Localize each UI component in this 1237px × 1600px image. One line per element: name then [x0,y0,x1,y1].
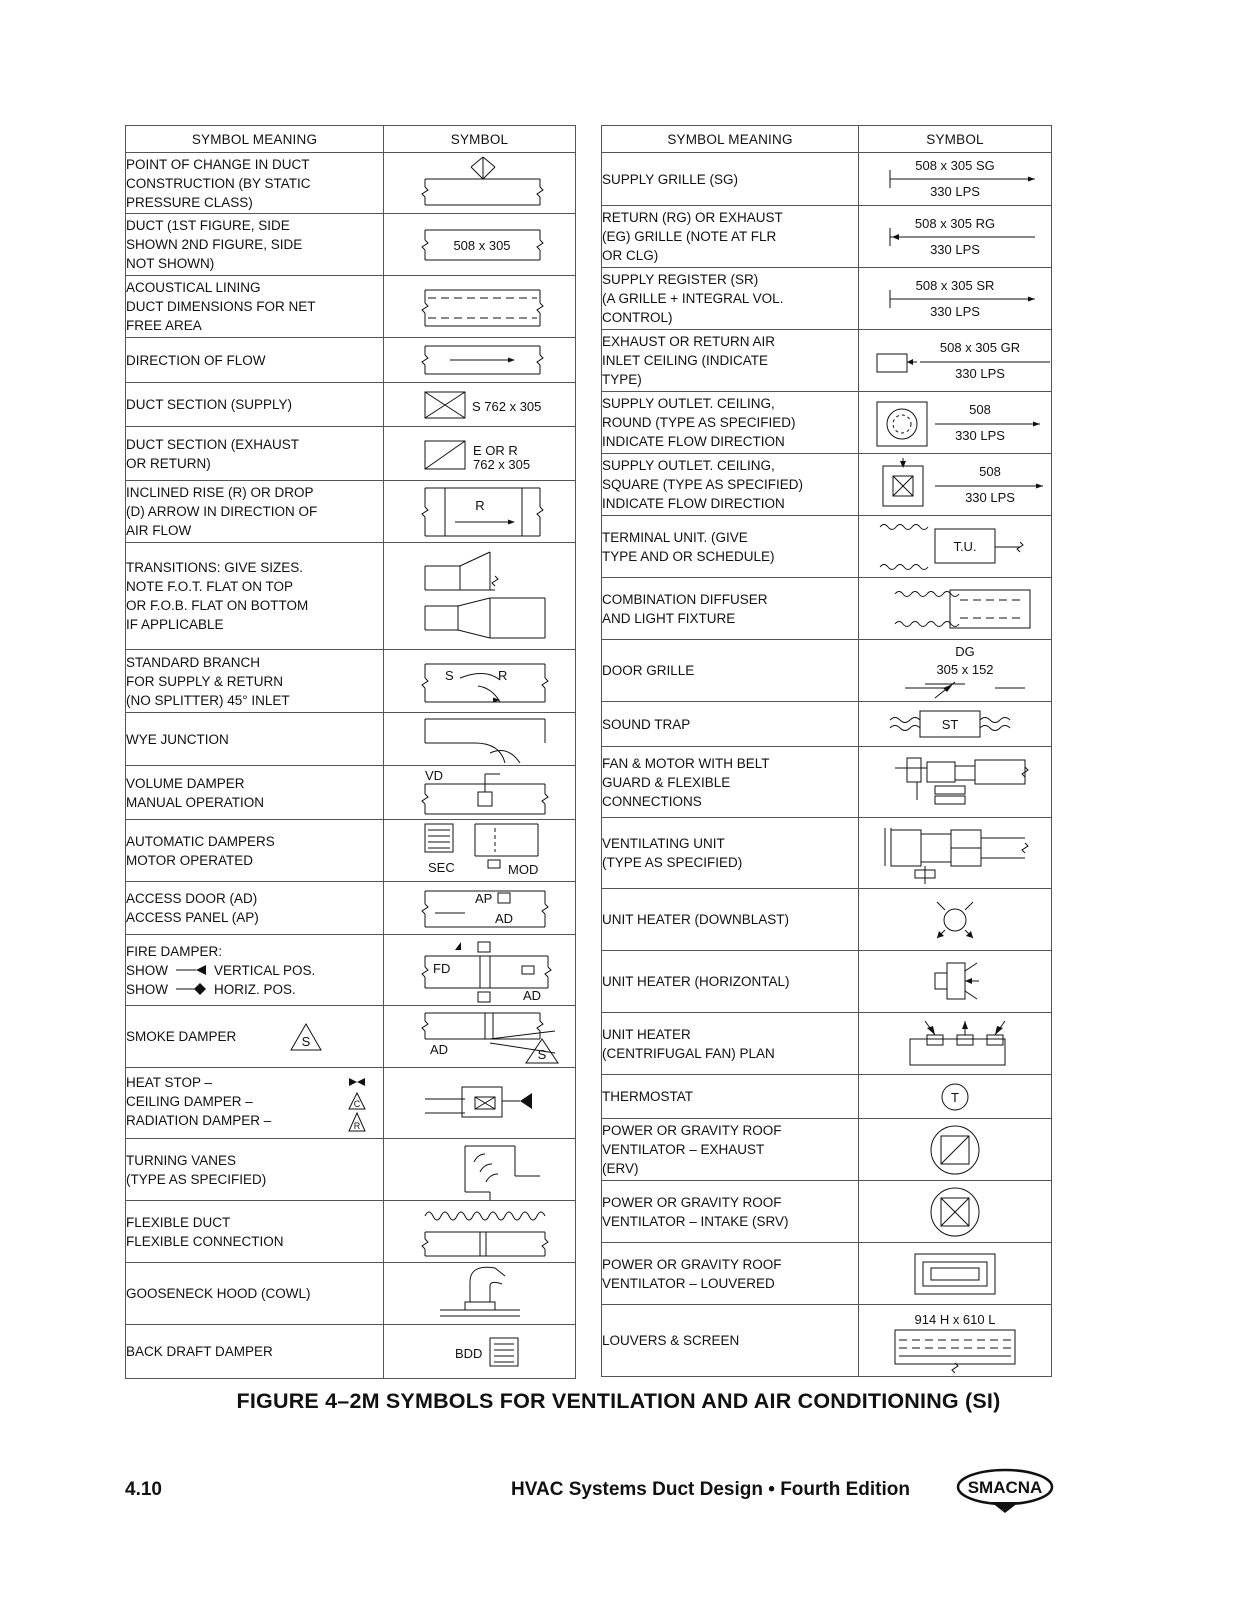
meaning-text: POINT OF CHANGE IN DUCT CONSTRUCTION (BY STATIC PRESSURE CLASS) [126,156,311,210]
outlet-size-label: 508 [979,463,1001,479]
table-row [126,1201,576,1263]
table-row [126,1325,576,1379]
table-row [126,214,576,276]
bdd-label: BDD [454,1345,482,1361]
section-return-label-2: 762 x 305 [472,456,530,472]
symbol-cell [384,1263,576,1325]
symbol-meaning [126,543,384,650]
smoke-triangle-icon [289,1022,323,1052]
meaning-text: ACCESS DOOR (AD) ACCESS PANEL (AP) [126,891,259,925]
symbol-terminal-unit [865,519,1045,575]
fire-damper-marker-icon [174,963,208,977]
symbol-volume-damper [390,768,570,818]
grille-size-label: 508 x 305 RG [914,215,996,231]
ad-label: AD [429,1041,448,1057]
symbol-fire-damper [390,938,570,1002]
ad-label: AD [494,911,513,926]
symbols-table-left [125,125,576,1379]
ap-label: AP [474,891,492,906]
table-row [126,383,576,427]
symbol-meaning [126,935,384,1006]
symbol-flex [390,1206,570,1258]
table-row [602,951,1052,1013]
table-header-row [126,126,576,153]
meaning-text: DUCT (1ST FIGURE, SIDE SHOWN 2ND FIGURE, SIDE NOT SHOWN) [126,218,303,271]
fire-position-label: HORIZ. POS. [214,981,296,997]
symbol-meaning [126,1263,384,1325]
col-header-meaning: SYMBOL MEANING [602,126,859,153]
symbol-grille-rg [865,214,1045,260]
ceiling-label: C [353,1099,361,1109]
table-row [602,516,1052,578]
smoke-inline-label: S [301,1033,311,1049]
symbol-cell [384,1139,576,1201]
branch-label-r: R [497,668,507,683]
symbol-roof-intake [865,1186,1045,1238]
symbol-cell [859,1305,1052,1377]
symbol-cell [859,640,1052,702]
symbol-cell [384,935,576,1006]
fire-show-label: SHOW [126,962,168,978]
duct-size-label: 508 x 305 [452,237,511,253]
volume-damper-label: VD [424,767,443,783]
table-row [126,1139,576,1201]
meaning-text: EXHAUST OR RETURN AIR INLET CEILING (INDICATE TYPE) [602,334,776,387]
symbol-wye [390,715,570,763]
radiation-label: R [353,1121,361,1131]
symbol-cell [859,1075,1052,1119]
table-row [602,1305,1052,1377]
meaning-text: DIRECTION OF FLOW [126,352,266,368]
symbol-cell [384,1006,576,1068]
meaning-text: WYE JUNCTION [126,731,229,747]
inlet-size-label: 508 x 305 GR [939,339,1021,355]
table-row [602,889,1052,951]
table-header-row [602,126,1052,153]
section-return-label-1: E OR R [472,442,518,458]
meaning-text: POWER OR GRAVITY ROOF VENTILATOR – INTAKE (SRV) [602,1194,789,1229]
symbol-meaning [126,427,384,481]
symbol-change-point [390,157,570,209]
meaning-text: STANDARD BRANCH FOR SUPPLY & RETURN (NO SPLITTER) 45° INLET [126,654,290,708]
meaning-text: INCLINED RISE (R) OR DROP (D) ARROW IN DIRECTION OF AIR FLOW [126,485,318,538]
symbol-meaning [126,650,384,713]
symbol-meaning [126,1006,384,1068]
table-row [602,1181,1052,1243]
symbol-meaning [126,766,384,820]
dg-size-label: 305 x 152 [936,661,994,677]
table-row [126,935,576,1006]
symbols-table-right [601,125,1052,1377]
meaning-text: ACOUSTICAL LINING DUCT DIMENSIONS FOR NET FREE AREA [126,280,316,333]
meaning-text: POWER OR GRAVITY ROOF VENTILATOR – EXHAUST (ERV) [602,1123,782,1176]
symbol-cell [859,153,1052,206]
table-row [126,766,576,820]
symbol-heater-centrifugal [865,1019,1045,1069]
table-row [602,818,1052,889]
symbol-cell [859,702,1052,747]
symbol-meaning [126,1068,384,1139]
symbol-roof-exhaust [865,1124,1045,1176]
meaning-text: FAN & MOTOR WITH BELT GUARD & FLEXIBLE CONNECTIONS [602,755,770,809]
table-row [602,330,1052,392]
meaning-text: VENTILATING UNIT (TYPE AS SPECIFIED) [602,836,743,870]
symbol-grille-sg [865,156,1045,202]
meaning-text: SOUND TRAP [602,716,691,732]
symbol-diffuser-light [865,586,1045,632]
symbol-cell [384,766,576,820]
symbol-meaning [126,1201,384,1263]
s-label: S [537,1046,546,1062]
meaning-text: RETURN (RG) OR EXHAUST (EG) GRILLE (NOTE AT FLR OR CLG) [602,210,783,263]
symbol-cell [859,516,1052,578]
symbol-register-sr [865,276,1045,322]
symbol-louvers [865,1312,1045,1370]
symbol-meaning [602,1075,859,1119]
symbol-meaning [126,276,384,338]
symbol-meaning [602,640,859,702]
symbol-cell [859,889,1052,951]
symbol-meaning [126,214,384,276]
meaning-text: TERMINAL UNIT. (GIVE TYPE AND OR SCHEDULE) [602,529,775,564]
symbol-cell [384,1068,576,1139]
symbol-meaning [602,747,859,818]
table-row [126,276,576,338]
meaning-text: HEAT STOP – CEILING DAMPER – RADIATION DAMPER – [126,1075,272,1128]
symbol-meaning [602,392,859,454]
symbol-fan-motor [865,752,1045,812]
meaning-text: UNIT HEATER (HORIZONTAL) [602,974,790,989]
col-header-meaning: SYMBOL MEANING [126,126,384,153]
heat-stop-icons [347,1073,367,1133]
symbol-meaning [602,1243,859,1305]
symbol-inlet-gr [865,338,1045,384]
symbol-meaning [126,1325,384,1379]
symbol-gooseneck [390,1268,570,1320]
symbol-cell [859,392,1052,454]
grille-size-label: 508 x 305 SR [915,277,995,293]
table-row [602,747,1052,818]
dg-label: DG [955,643,975,659]
branch-label-s: S [444,668,454,683]
meaning-text: SUPPLY OUTLET. CEILING, SQUARE (TYPE AS SPECIFIED) INDICATE FLOW DIRECTION [602,458,804,511]
symbol-cell [384,427,576,481]
meaning-text: DUCT SECTION (EXHAUST OR RETURN) [126,436,300,471]
book-title: HVAC Systems Duct Design • Fourth Edition [511,1479,910,1500]
outlet-flow-label: 330 LPS [955,427,1005,443]
grille-size-label: 508 x 305 SG [915,158,995,173]
meaning-text: AUTOMATIC DAMPERS MOTOR OPERATED [126,833,275,868]
symbol-meaning [126,338,384,383]
svg-text:SMACNA: SMACNA [967,1478,1043,1497]
symbol-thermostat [865,1080,1045,1114]
symbol-branch [390,658,570,704]
meaning-text: UNIT HEATER (CENTRIFUGAL FAN) PLAN [602,1026,775,1061]
table-row [602,206,1052,268]
table-row [602,153,1052,206]
table-row [126,1006,576,1068]
symbol-turning-vanes [390,1142,570,1198]
meaning-text: UNIT HEATER (DOWNBLAST) [602,912,790,927]
table-row [126,650,576,713]
symbol-roof-louvered [865,1252,1045,1296]
symbol-cell [384,481,576,543]
meaning-text: COMBINATION DIFFUSER AND LIGHT FIXTURE [602,591,768,626]
table-row [126,481,576,543]
symbol-meaning [602,702,859,747]
table-row [126,338,576,383]
table-row [126,820,576,882]
col-header-symbol: SYMBOL [384,126,576,153]
meaning-text: THERMOSTAT [602,1089,693,1104]
figure-caption: FIGURE 4–2M SYMBOLS FOR VENTILATION AND AIR CONDITIONING (SI) [236,1389,1001,1413]
outlet-size-label: 508 [969,401,991,417]
symbol-flow [390,342,570,378]
page-number: 4.10 [125,1479,162,1500]
meaning-text: BACK DRAFT DAMPER [126,1344,273,1359]
symbol-access [390,885,570,931]
symbol-heater-down [865,895,1045,945]
symbol-vent-unit [865,822,1045,884]
symbol-meaning [602,951,859,1013]
symbol-heater-horiz [865,957,1045,1007]
symbol-cell [859,1119,1052,1181]
symbol-meaning [602,153,859,206]
symbol-meaning [126,481,384,543]
grille-flow-label: 330 LPS [930,303,980,319]
symbol-incline [390,484,570,540]
symbol-cell [384,338,576,383]
symbol-meaning [126,820,384,882]
symbol-meaning [602,889,859,951]
table-row [126,543,576,650]
symbol-meaning [602,268,859,330]
symbol-door-grille [865,644,1045,698]
symbol-section-return [390,437,570,471]
symbol-cell [384,713,576,766]
symbol-smoke-damper [390,1009,570,1065]
symbol-outlet-square [865,458,1045,512]
symbol-meaning [126,153,384,214]
symbol-meaning [126,713,384,766]
meaning-text: VOLUME DAMPER MANUAL OPERATION [126,775,265,810]
col-header-symbol: SYMBOL [859,126,1052,153]
incline-label: R [474,497,485,513]
symbol-meaning [602,1305,859,1377]
grille-flow-label: 330 LPS [930,184,980,199]
table-row [602,640,1052,702]
symbol-cell [384,543,576,650]
symbol-meaning [602,1013,859,1075]
symbol-cell [384,820,576,882]
table-row [602,1075,1052,1119]
symbol-cell [859,330,1052,392]
grille-flow-label: 330 LPS [930,241,980,257]
symbol-cell [859,268,1052,330]
outlet-flow-label: 330 LPS [965,489,1015,505]
table-row [602,1013,1052,1075]
table-row [602,702,1052,747]
symbol-bdd [390,1334,570,1370]
symbol-transitions [390,548,570,644]
symbol-outlet-round [865,396,1045,450]
meaning-text: DUCT SECTION (SUPPLY) [126,397,293,412]
table-row [602,1243,1052,1305]
symbol-meaning [602,1119,859,1181]
symbol-cell [859,1181,1052,1243]
symbol-meaning [126,1139,384,1201]
meaning-text: TURNING VANES (TYPE AS SPECIFIED) [126,1152,267,1187]
inlet-flow-label: 330 LPS [955,365,1005,381]
meaning-text: FLEXIBLE DUCT FLEXIBLE CONNECTION [126,1214,284,1249]
symbol-cell [859,951,1052,1013]
meaning-text: FIRE DAMPER: [126,943,223,959]
table-row [602,392,1052,454]
symbol-meaning [126,383,384,427]
symbol-cell [384,882,576,935]
meaning-text: POWER OR GRAVITY ROOF VENTILATOR – LOUVERED [602,1256,782,1291]
symbol-duct-size [390,220,570,270]
st-label: ST [941,717,959,732]
meaning-text: SUPPLY REGISTER (SR) (A GRILLE + INTEGRAL VOL. CONTROL) [602,272,784,325]
meaning-text: GOOSENECK HOOD (COWL) [126,1286,311,1301]
symbol-cell [384,383,576,427]
meaning-text: SMOKE DAMPER [126,1029,237,1044]
symbol-sound-trap [865,709,1045,739]
symbol-cell [384,153,576,214]
meaning-text: SUPPLY GRILLE (SG) [602,171,739,187]
symbol-cell [859,1243,1052,1305]
symbol-cell [384,650,576,713]
symbol-meaning [126,882,384,935]
symbol-cell [384,214,576,276]
symbol-cell [859,454,1052,516]
symbol-cell [384,276,576,338]
table-row [126,153,576,214]
mod-label: MOD [507,861,538,877]
symbol-section-supply [390,390,570,420]
table-row [602,1119,1052,1181]
sec-label: SEC [427,859,455,875]
symbol-cell [859,1013,1052,1075]
table-row [126,1263,576,1325]
symbol-meaning [602,1181,859,1243]
section-supply-label: S 762 x 305 [471,398,541,414]
tu-label: T.U. [953,538,977,554]
ad-label: AD [522,988,541,1003]
symbol-meaning [602,330,859,392]
symbol-cell [859,818,1052,889]
symbol-meaning [602,818,859,889]
symbol-cell [384,1325,576,1379]
table-row [602,454,1052,516]
table-row [126,427,576,481]
symbol-cell [859,206,1052,268]
table-row [126,882,576,935]
symbol-cell [859,747,1052,818]
fire-position-label: VERTICAL POS. [214,962,316,978]
symbol-cell [859,578,1052,640]
fd-label: FD [432,961,450,976]
meaning-text: LOUVERS & SCREEN [602,1333,740,1348]
symbol-meaning [602,206,859,268]
symbol-cell [384,1201,576,1263]
symbol-meaning [602,516,859,578]
symbol-heat-stop [390,1083,570,1123]
meaning-text: DOOR GRILLE [602,663,695,678]
table-row [126,713,576,766]
table-row [126,1068,576,1139]
meaning-text: TRANSITIONS: GIVE SIZES. NOTE F.O.T. FLAT ON TOP OR F.O.B. FLAT ON BOTTOM IF APPLICABLE [126,560,309,632]
symbol-meaning [602,578,859,640]
t-label: T [951,1089,959,1105]
table-row [602,268,1052,330]
fire-damper-marker-icon [174,982,208,996]
fire-show-label: SHOW [126,981,168,997]
smacna-logo [955,1466,1055,1514]
symbol-meaning [602,454,859,516]
symbol-lining [390,282,570,332]
meaning-text: SUPPLY OUTLET. CEILING, ROUND (TYPE AS SPECIFIED) INDICATE FLOW DIRECTION [602,396,796,449]
table-row [602,578,1052,640]
louvers-label: 914 H x 610 L [914,1311,996,1327]
symbol-auto-dampers [390,822,570,880]
